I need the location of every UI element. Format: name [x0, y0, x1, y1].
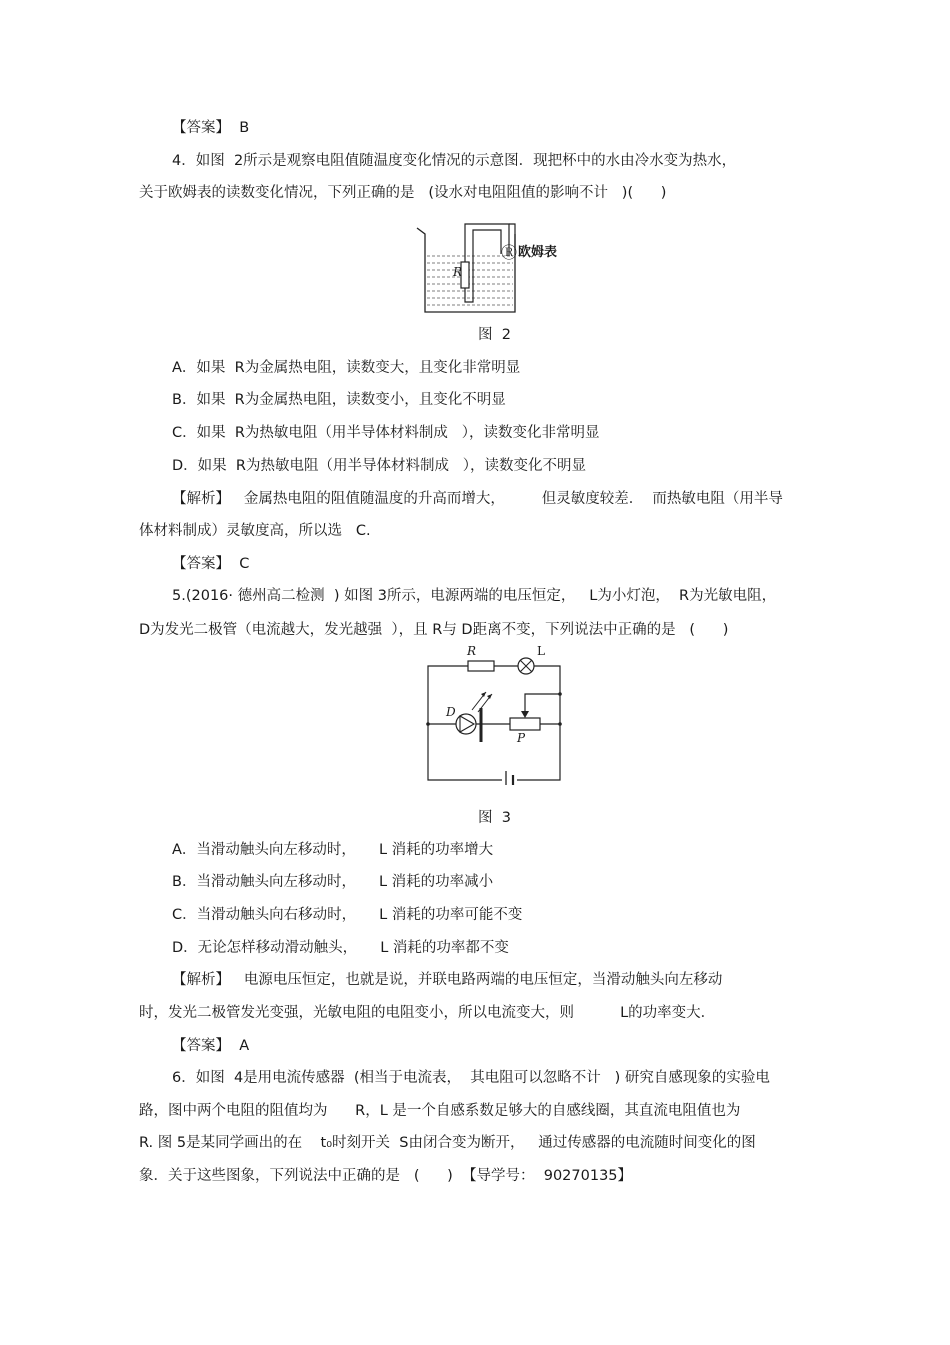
- text-line: R. 图 5是某同学画出的在 t₀时刻开关 S由闭合变为断开， 通过传感器的电流随时间变化的图: [139, 1135, 756, 1151]
- figure-3: [420, 650, 570, 785]
- text-line: 象．关于这些图象，下列说法中正确的是 ( ) 【导学号： 90270135】: [139, 1168, 633, 1184]
- text-line: 5.(2016· 德州高二检测 ) 如图 3所示，电源两端的电压恒定， L为小灯泡， R为光敏电阻，: [172, 588, 777, 604]
- figure-3-caption: 图 3: [478, 810, 511, 826]
- figure-2-caption: 图 2: [478, 327, 511, 343]
- text-line: 6．如图 4是用电流传感器 (相当于电流表， 其电阻可以忽略不计 ) 研究自感现象的实验电: [172, 1070, 770, 1086]
- ohmmeter-label: 欧姆表: [518, 245, 558, 260]
- option-a: A．如果 R为金属热电阻，读数变大，且变化非常明显: [172, 360, 521, 376]
- circuit-l-label: L: [537, 644, 545, 658]
- resistor-r-label: R: [453, 265, 463, 279]
- option-d: D．如果 R为热敏电阻（用半导体材料制成 ），读数变化不明显: [172, 458, 587, 474]
- text-line: 时，发光二极管发光变强，光敏电阻的电阻变小，所以电流变大，则 L的功率变大．: [139, 1005, 716, 1021]
- text-line: 【答案】 C: [172, 556, 250, 572]
- text-line: 4．如图 2所示是观察电阻值随温度变化情况的示意图．现把杯中的水由冷水变为热水，: [172, 153, 737, 169]
- text-line: 【答案】 B: [172, 120, 250, 136]
- figure-2: [415, 220, 575, 315]
- option-c: C．如果 R为热敏电阻（用半导体材料制成 ），读数变化非常明显: [172, 425, 600, 441]
- text-line: 关于欧姆表的读数变化情况，下列正确的是 (设水对电阻阻值的影响不计 )( ): [139, 185, 667, 201]
- option-d: D．无论怎样移动滑动触头， L 消耗的功率都不变: [172, 940, 509, 956]
- text-line: 【解析】 金属热电阻的阻值随温度的升高而增大， 但灵敏度较差． 而热敏电阻（用半导: [172, 491, 783, 507]
- text-line: 【解析】 电源电压恒定，也就是说，并联电路两端的电压恒定，当滑动触头向左移动: [172, 972, 723, 988]
- option-b: B．当滑动触头向左移动时， L 消耗的功率减小: [172, 874, 494, 890]
- text-line: 体材料制成）灵敏度高，所以选 C.: [139, 523, 371, 539]
- option-b: B．如果 R为金属热电阻，读数变小，且变化不明显: [172, 392, 506, 408]
- text-line: D为发光二极管（电流越大，发光越强 ），且 R与 D距离不变，下列说法中正确的是 ( ): [139, 622, 729, 638]
- circuit-p-label: P: [517, 731, 526, 745]
- option-a: A．当滑动触头向左移动时， L 消耗的功率增大: [172, 842, 494, 858]
- text-line: 路，图中两个电阻的阻值均为 R，L 是一个自感系数足够大的自感线圈，其直流电阻值也为: [139, 1103, 741, 1119]
- option-c: C．当滑动触头向右移动时， L 消耗的功率可能不变: [172, 907, 523, 923]
- circuit-d-label: D: [446, 705, 456, 719]
- ohmmeter-symbol-icon: Ⓡ: [501, 243, 518, 262]
- circuit-r-label: R: [467, 644, 477, 658]
- text-line: 【答案】 A: [172, 1038, 250, 1054]
